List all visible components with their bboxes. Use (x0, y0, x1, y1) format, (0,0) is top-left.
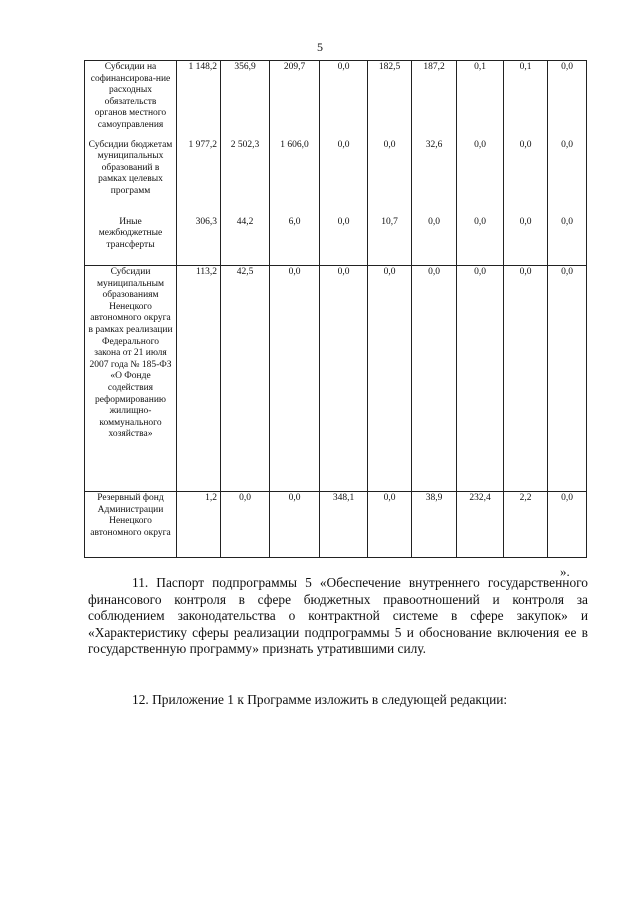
row-name: Субсидии на софинансирова-ние расходных обязательств органов местного самоуправления (85, 61, 177, 139)
cell-value: 0,0 (504, 266, 548, 492)
cell-value: 1 148,2 (177, 61, 221, 139)
cell-value: 0,0 (270, 492, 320, 558)
cell-value: 32,6 (412, 139, 457, 216)
cell-value: 0,0 (320, 139, 368, 216)
table-row (85, 216, 587, 266)
cell-value: 0,1 (457, 61, 504, 139)
cell-value: 0,0 (548, 61, 587, 139)
cell-value: 0,1 (504, 61, 548, 139)
cell-value: 187,2 (412, 61, 457, 139)
paragraph-12: 12. Приложение 1 к Программе изложить в следующей редакции: (132, 692, 508, 707)
cell-value: 209,7 (270, 61, 320, 139)
cell-value: 0,0 (412, 266, 457, 492)
table-row (85, 139, 587, 216)
cell-value: 0,0 (270, 266, 320, 492)
cell-value: 0,0 (412, 216, 457, 266)
row-name: Резервный фонд Администрации Ненецкого автономного округа (85, 492, 177, 558)
cell-value: 0,0 (548, 139, 587, 216)
paragraph-11: 11. Паспорт подпрограммы 5 «Обеспечение внутреннего государственного финансового контроля в сфере бюджетных правоотношений и контроля за соблюдением законодательства о контрактной системе в сфере закупок» и «Характеристику сферы реализации подпрограммы 5 и обоснование включения ее в государственную программу» признать утратившими силу. (88, 575, 588, 657)
cell-value: 0,0 (457, 139, 504, 216)
row-name: Субсидии муниципальным образованиям Ненецкого автономного округа в рамках реализации Федерального закона от 21 июля 2007 года № 185-ФЗ «О Фонде содействия реформированию жилищно-коммунального хозяйства» (85, 266, 177, 492)
cell-value: 232,4 (457, 492, 504, 558)
page-number: 5 (317, 40, 323, 54)
cell-value: 348,1 (320, 492, 368, 558)
budget-table (84, 60, 587, 558)
cell-value: 0,0 (368, 266, 412, 492)
cell-value: 0,0 (221, 492, 270, 558)
closing-quote: ». (560, 564, 570, 579)
cell-value: 6,0 (270, 216, 320, 266)
cell-value: 306,3 (177, 216, 221, 266)
cell-value: 38,9 (412, 492, 457, 558)
cell-value: 0,0 (368, 139, 412, 216)
table-row (85, 266, 587, 492)
cell-value: 0,0 (320, 216, 368, 266)
cell-value: 0,0 (320, 61, 368, 139)
cell-value: 0,0 (548, 216, 587, 266)
cell-value: 1 606,0 (270, 139, 320, 216)
cell-value: 0,0 (368, 492, 412, 558)
cell-value: 0,0 (504, 139, 548, 216)
cell-value: 1,2 (177, 492, 221, 558)
cell-value: 0,0 (548, 266, 587, 492)
cell-value: 2 502,3 (221, 139, 270, 216)
table-row (85, 492, 587, 558)
cell-value: 113,2 (177, 266, 221, 492)
cell-value: 182,5 (368, 61, 412, 139)
cell-value: 0,0 (457, 266, 504, 492)
cell-value: 0,0 (457, 216, 504, 266)
cell-value: 44,2 (221, 216, 270, 266)
cell-value: 356,9 (221, 61, 270, 139)
cell-value: 0,0 (504, 216, 548, 266)
cell-value: 2,2 (504, 492, 548, 558)
cell-value: 0,0 (548, 492, 587, 558)
cell-value: 1 977,2 (177, 139, 221, 216)
table-row (85, 61, 587, 139)
cell-value: 42,5 (221, 266, 270, 492)
cell-value: 0,0 (320, 266, 368, 492)
row-name: Субсидии бюджетам муниципальных образований в рамках целевых программ (85, 139, 177, 216)
row-name: Иные межбюджетные трансферты (85, 216, 177, 266)
cell-value: 10,7 (368, 216, 412, 266)
